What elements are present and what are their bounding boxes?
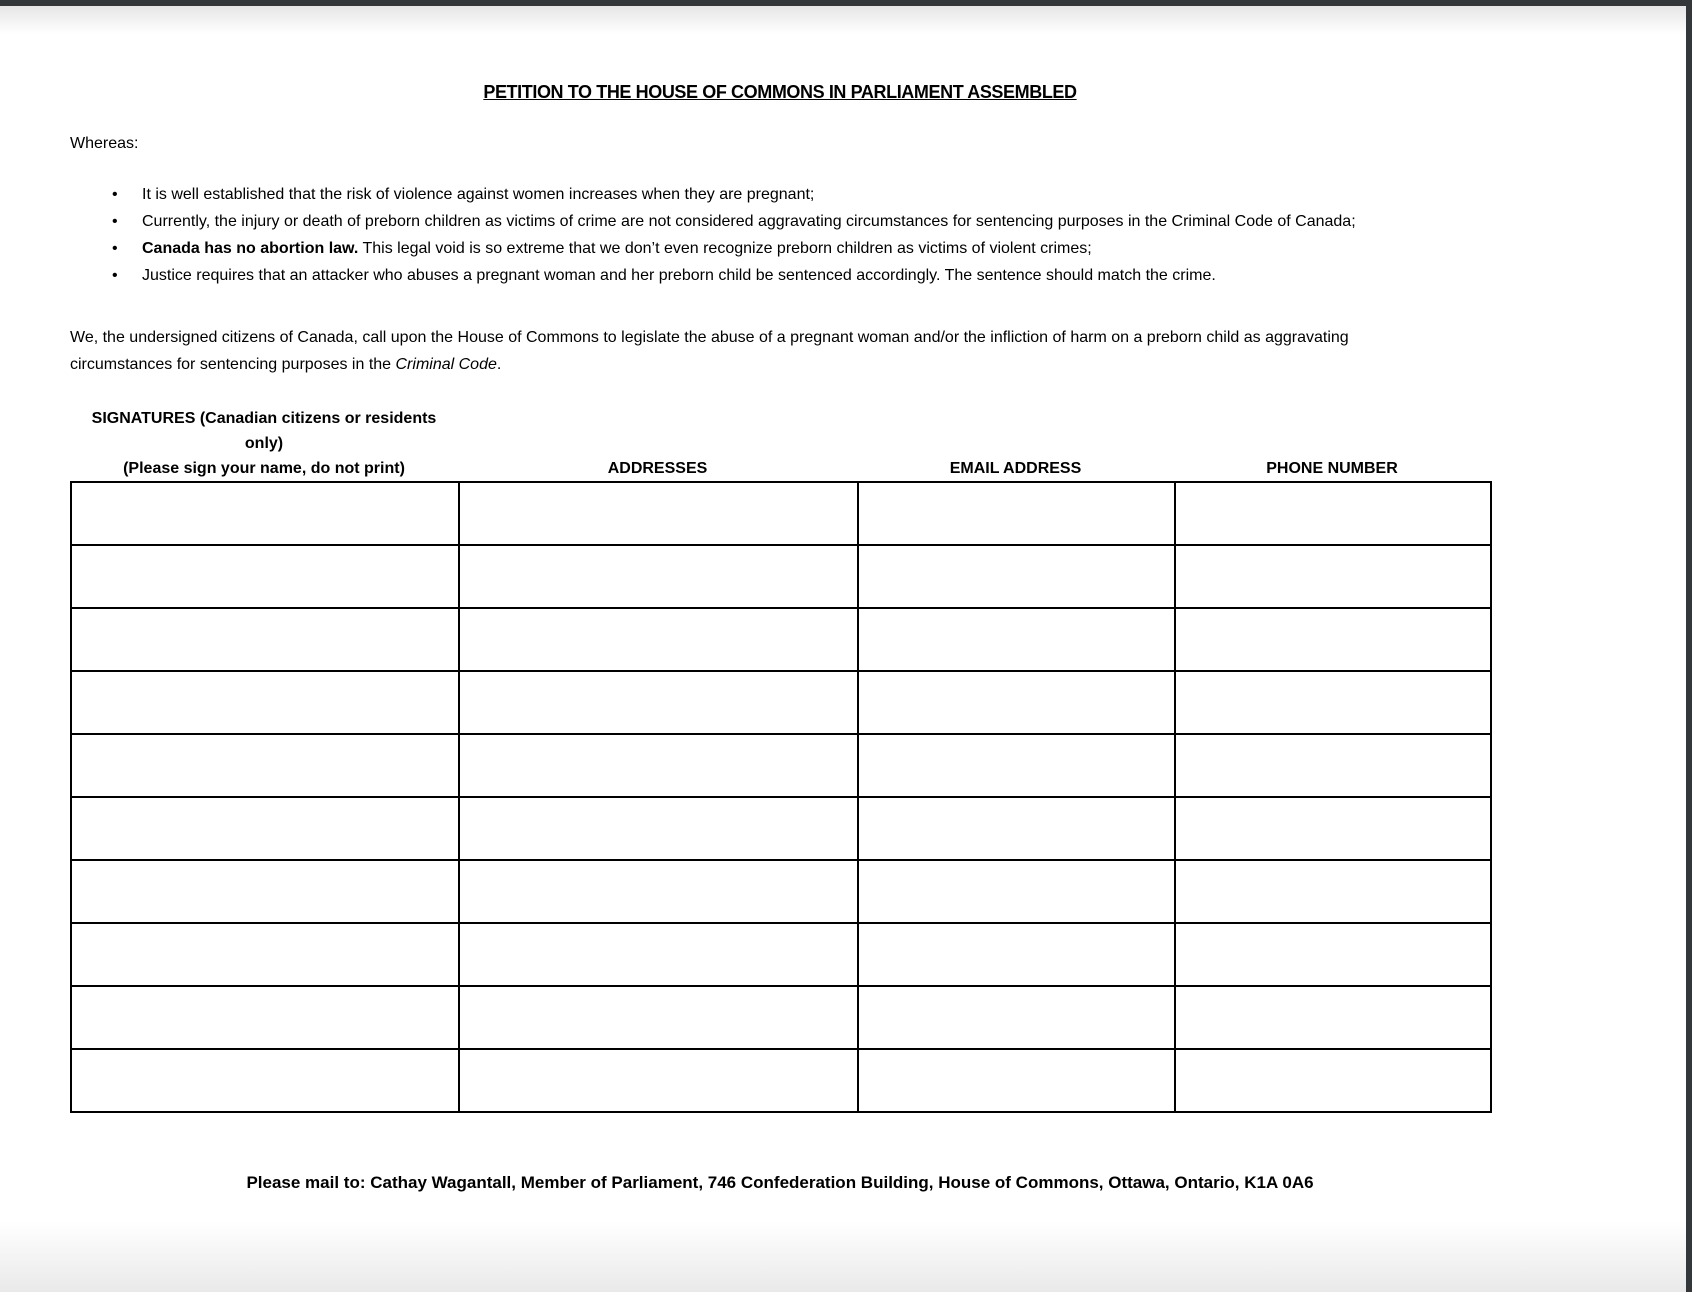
signatures-column-header [70, 406, 458, 481]
email-cell [858, 1049, 1175, 1112]
bullet-text: This legal void is so extreme that we don’t even recognize preborn children as victims of violent crimes; [358, 240, 1092, 257]
signature-table-row [71, 671, 1491, 734]
phone-cell [1175, 671, 1491, 734]
phone-cell [1175, 1049, 1491, 1112]
whereas-bullet-2 [70, 208, 1490, 235]
signatures-header-line1: SIGNATURES (Canadian citizens or residents [91, 410, 437, 427]
signature-cell [71, 734, 459, 797]
addresses-column-header: ADDRESSES [607, 460, 708, 477]
address-cell [459, 671, 858, 734]
signature-table-row [71, 1049, 1491, 1112]
signature-table-row [71, 545, 1491, 608]
window-chrome-top-edge [0, 0, 1692, 6]
signature-table-row [71, 986, 1491, 1049]
signatures-subheader: (Please sign your name, do not print) [123, 460, 405, 477]
window-chrome-right-edge [1686, 0, 1692, 1292]
bullet-bold-text: Canada has no abortion law. [142, 240, 359, 257]
email-cell [858, 860, 1175, 923]
phone-cell [1175, 923, 1491, 986]
signature-table [70, 481, 1492, 1113]
signature-table-row [71, 923, 1491, 986]
signature-table-row [71, 797, 1491, 860]
address-cell [459, 1049, 858, 1112]
phone-cell [1175, 545, 1491, 608]
bullet-text: It is well established that the risk of violence against women increases when they are pregnant; [142, 186, 815, 203]
petition-document-page [70, 0, 1490, 1195]
signatures-header-line2: only) [244, 435, 284, 452]
whereas-bullet-list [70, 181, 1490, 289]
page-bottom-shade [0, 1222, 1692, 1292]
address-cell [459, 482, 858, 545]
email-cell [858, 482, 1175, 545]
address-cell [459, 986, 858, 1049]
signature-table-row [71, 734, 1491, 797]
whereas-label: Whereas: [70, 135, 139, 152]
signature-table-row [71, 482, 1491, 545]
phone-column-header: PHONE NUMBER [1266, 460, 1398, 477]
email-column-header: EMAIL ADDRESS [949, 460, 1082, 477]
signature-table-row [71, 608, 1491, 671]
petition-clause [70, 324, 1440, 378]
page-title: PETITION TO THE HOUSE OF COMMONS IN PARLIAMENT ASSEMBLED [483, 82, 1077, 102]
email-cell [858, 608, 1175, 671]
clause-italic-text: Criminal Code [395, 356, 497, 373]
address-cell [459, 545, 858, 608]
email-cell [858, 986, 1175, 1049]
signature-cell [71, 545, 459, 608]
signature-table-row [71, 860, 1491, 923]
phone-cell [1175, 734, 1491, 797]
whereas-bullet-1 [70, 181, 1490, 208]
signature-cell [71, 1049, 459, 1112]
address-cell [459, 734, 858, 797]
signature-cell [71, 797, 459, 860]
email-cell [858, 545, 1175, 608]
address-cell [459, 797, 858, 860]
whereas-bullet-4 [70, 262, 1490, 289]
phone-cell [1175, 608, 1491, 671]
whereas-bullet-3 [70, 235, 1490, 262]
bullet-text: Justice requires that an attacker who abuses a pregnant woman and her preborn child be sentenced accordingly. The sentence should match the crime. [142, 267, 1216, 284]
signature-cell [71, 608, 459, 671]
email-cell [858, 797, 1175, 860]
mailing-instructions: Please mail to: Cathay Wagantall, Member of Parliament, 746 Confederation Building, House of Commons, Ottawa, Ontario, K1A 0A6 [246, 1173, 1314, 1192]
signature-cell [71, 923, 459, 986]
phone-cell [1175, 482, 1491, 545]
bullet-text: Currently, the injury or death of preborn children as victims of crime are not considered aggravating circumstances for sentencing purposes in the Criminal Code of Canada; [142, 213, 1356, 230]
signature-cell [71, 671, 459, 734]
address-cell [459, 860, 858, 923]
signature-cell [71, 986, 459, 1049]
signature-cell [71, 482, 459, 545]
signature-cell [71, 860, 459, 923]
address-cell [459, 923, 858, 986]
phone-cell [1175, 860, 1491, 923]
email-cell [858, 923, 1175, 986]
address-cell [459, 608, 858, 671]
phone-cell [1175, 986, 1491, 1049]
clause-text-end: . [496, 356, 502, 373]
signature-table-header-row [70, 406, 1490, 481]
email-cell [858, 671, 1175, 734]
email-cell [858, 734, 1175, 797]
clause-text: We, the undersigned citizens of Canada, call upon the House of Commons to legislate the abuse of a pregnant woman and/or the infliction of harm on a preborn child as aggravating circumstances for sentencing purposes in the [70, 329, 1349, 373]
phone-cell [1175, 797, 1491, 860]
